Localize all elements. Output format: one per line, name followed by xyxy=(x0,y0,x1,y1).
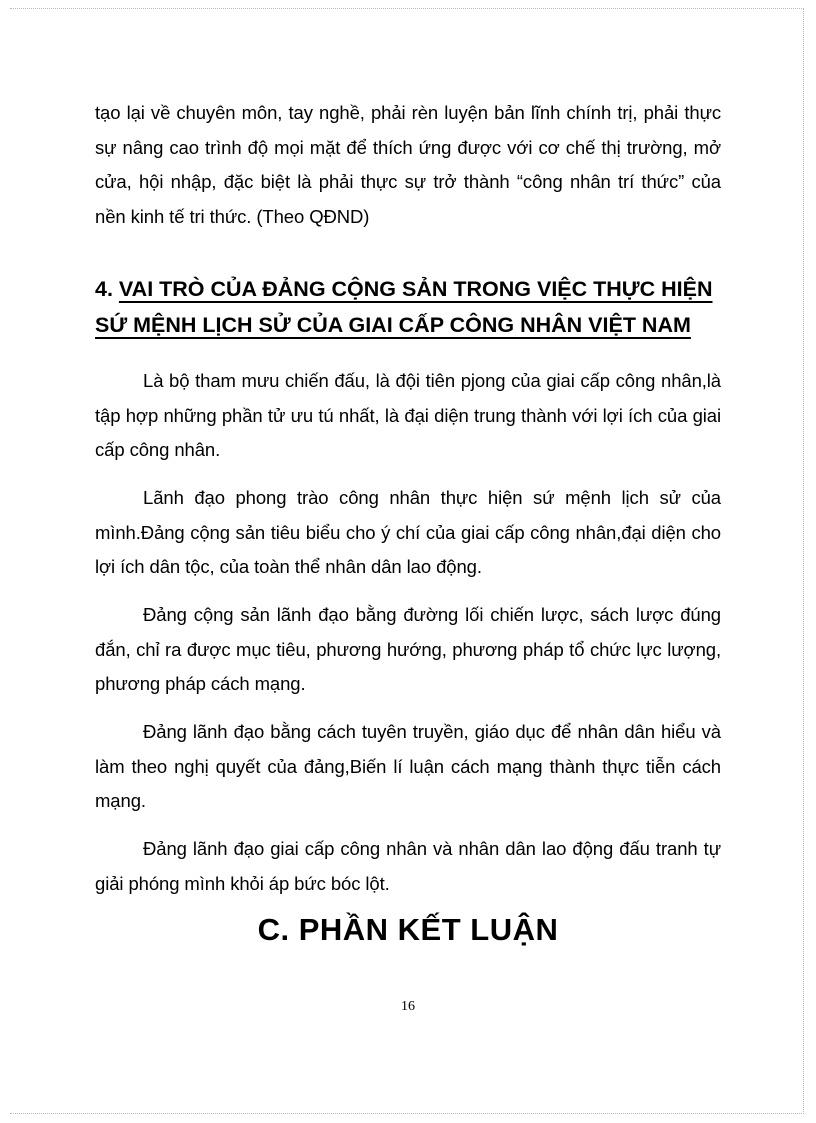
section-heading-line2: SỨ MỆNH LỊCH SỬ CỦA GIAI CẤP CÔNG NHÂN VIỆT NAM xyxy=(95,313,691,337)
section-heading-number: 4. xyxy=(95,277,113,301)
paragraph-1: Là bộ tham mưu chiến đấu, là đội tiên pjong của giai cấp công nhân,là tập hợp những phần tử ưu tú nhất, là đại diện trung thành với lợi ích của giai cấp công nhân. xyxy=(95,370,721,460)
page-number: 16 xyxy=(401,999,415,1014)
part-title: C. PHẦN KẾT LUẬN xyxy=(257,912,559,947)
paragraph-3: Đảng cộng sản lãnh đạo bằng đường lối chiến lược, sách lược đúng đắn, chỉ ra được mục tiêu, phương hướng, phương pháp tổ chức lực lượng, phương pháp cách mạng. xyxy=(95,604,721,694)
intro-paragraph: tạo lại về chuyên môn, tay nghề, phải rèn luyện bản lĩnh chính trị, phải thực sự nâng cao trình độ mọi mặt để thích ứng được với cơ chế thị trường, mở cửa, hội nhập, đặc biệt là phải thực sự trở thành “công nhân trí thức” của nền kinh tế tri thức. (Theo QĐND) xyxy=(95,102,721,227)
paragraph-5: Đảng lãnh đạo giai cấp công nhân và nhân dân lao động đấu tranh tự giải phóng mình khỏi áp bức bóc lột. xyxy=(95,838,721,894)
section-heading-line1: VAI TRÒ CỦA ĐẢNG CỘNG SẢN TRONG VIỆC THỰC HIỆN xyxy=(118,277,713,301)
paragraph-4: Đảng lãnh đạo bằng cách tuyên truyền, giáo dục để nhân dân hiểu và làm theo nghị quyết của đảng,Biến lí luận cách mạng thành thực tiễn cách mạng. xyxy=(95,721,721,811)
section-heading xyxy=(95,271,735,343)
paragraph-2: Lãnh đạo phong trào công nhân thực hiện sứ mệnh lịch sử của mình.Đảng cộng sản tiêu biểu cho ý chí của giai cấp công nhân,đại diện cho lợi ích dân tộc, của toàn thể nhân dân lao động. xyxy=(95,487,721,577)
